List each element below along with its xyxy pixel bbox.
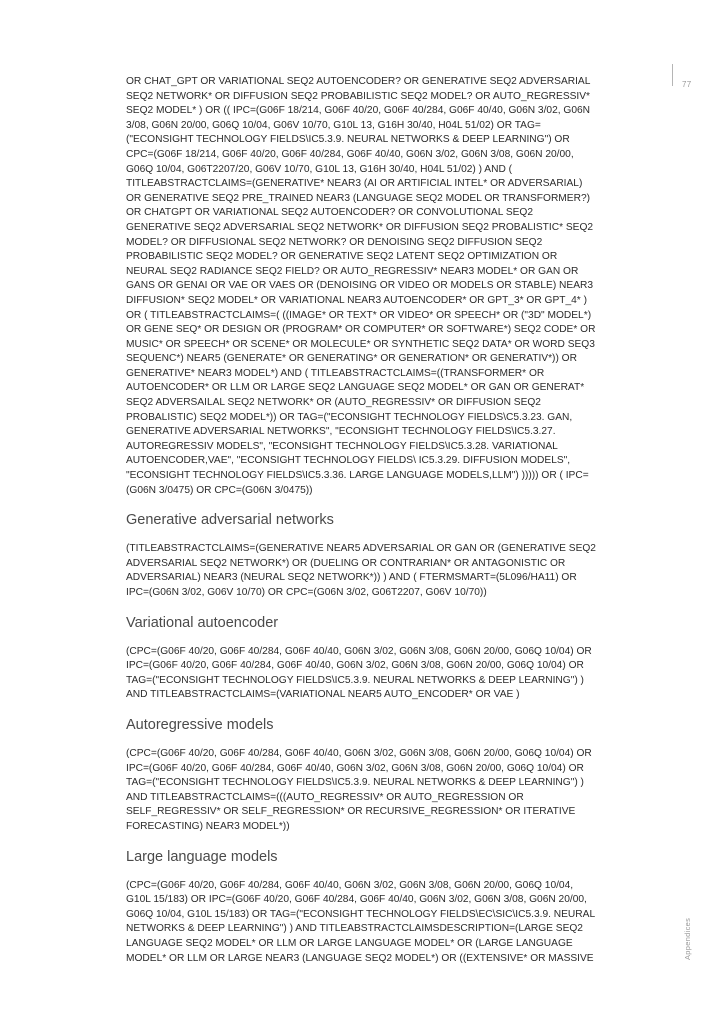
page-number: 77	[682, 80, 692, 89]
heading-variational-autoencoder: Variational autoencoder	[126, 614, 279, 631]
heading-generative-adversarial-networks: Generative adversarial networks	[126, 512, 334, 529]
page-number-divider	[672, 64, 673, 86]
query-llm-paragraph: (CPC=(G06F 40/20, G06F 40/284, G06F 40/40, G06N 3/02, G06N 3/08, G06N 20/00, G06Q 10/04, G10L 15/183) OR IPC=(G06F 40/20, G06F 40/284, G06F 40/40, G06N 3/02, G06N 3/08, G06N 20/00, G06Q 10/04, G10L 15/183) OR TAG=("ECONSIGHT TECHNOLOGY FIELDS\EC\SIC\IC5.3.9. NEURAL NETWORKS & DEEP LEARNING") ) AND TITLEABSTRACTCLAIMSDESCRIPTION=(LARGE SEQ2 LANGUAGE SEQ2 MODEL* OR LLM OR LARGE LANGUAGE MODEL* OR (LARGE LANGUAGE MODEL* OR LLM OR LARGE NEAR3 (LANGUAGE SEQ2 MODEL*) OR ((EXTENSIVE* OR MASSIVE	[126, 879, 595, 964]
section-side-label: Appendices	[683, 917, 692, 960]
query-gan-paragraph: (TITLEABSTRACTCLAIMS=(GENERATIVE NEAR5 ADVERSARIAL OR GAN OR (GENERATIVE SEQ2 ADVERSARIAL SEQ2 NETWORK*) OR (DUELING OR CONTRARIAN* OR ANTAGONISTIC OR ADVERSARIAL) NEAR3 (NEURAL SEQ2 NETWORK*)) ) AND ( FTERMSMART=(5L096/HA11) OR IPC=(G06N 3/02, G06V 10/70) OR CPC=(G06N 3/02, G06T2207, G06V 10/70))	[126, 543, 596, 598]
query-vae-paragraph: (CPC=(G06F 40/20, G06F 40/284, G06F 40/40, G06N 3/02, G06N 3/08, G06N 20/00, G06Q 10/04) OR IPC=(G06F 40/20, G06F 40/284, G06F 40/40, G06N 3/02, G06N 3/08, G06N 20/00, G06Q 10/04) OR TAG=("ECONSIGHT TECHNOLOGY FIELDS\IC5.3.9. NEURAL NETWORKS & DEEP LEARNING") ) AND TITLEABSTRACTCLAIMS=(VARIATIONAL NEAR5 AUTO_ENCODER* OR VAE )	[126, 645, 592, 701]
heading-autoregressive-models: Autoregressive models	[126, 716, 274, 733]
document-body	[126, 75, 596, 966]
heading-large-language-models: Large language models	[126, 848, 278, 865]
query-autoregressive-paragraph: (CPC=(G06F 40/20, G06F 40/284, G06F 40/40, G06N 3/02, G06N 3/08, G06N 20/00, G06Q 10/04) OR IPC=(G06F 40/20, G06F 40/284, G06F 40/40, G06N 3/02, G06N 3/08, G06N 20/00, G06Q 10/04) OR TAG=("ECONSIGHT TECHNOLOGY FIELDS\IC5.3.9. NEURAL NETWORKS & DEEP LEARNING") ) AND TITLEABSTRACTCLAIMS=(((AUTO_REGRESSIV* OR AUTO_REGRESSION OR SELF_REGRESSIV* OR SELF_REGRESSION* OR RECURSIVE_REGRESSION* OR ITERATIVE FORECASTING) NEAR3 MODEL*))	[126, 747, 592, 832]
query-intro-paragraph: OR CHAT_GPT OR VARIATIONAL SEQ2 AUTOENCODER? OR GENERATIVE SEQ2 ADVERSARIAL SEQ2 NETWORK* OR DIFFUSION SEQ2 PROBABILISTIC SEQ2 MODEL? OR AUTO_REGRESSIV* SEQ2 MODEL* ) OR (( IPC=(G06F 18/214, G06F 40/20, G06F 40/284, G06F 40/40, G06N 3/02, G06N 3/08, G06N 20/00, G06Q 10/04, G06V 10/70, G10L 13, G16H 30/40, H04L 51/02) OR TAG=("ECONSIGHT TECHNOLOGY FIELDS\IC5.3.9. NEURAL NETWORKS & DEEP LEARNING") OR CPC=(G06F 18/214, G06F 40/20, G06F 40/284, G06F 40/40, G06N 3/02, G06N 3/08, G06N 20/00, G06Q 10/04, G06T2207/20, G06V 10/70, G10L 13, G16H 30/40, H04L 51/02) ) AND ( TITLEABSTRACTCLAIMS=(GENERATIVE* NEAR3 (AI OR ARTIFICIAL INTEL* OR ADVERSARIAL) OR GENERATIVE SEQ2 PRE_TRAINED NEAR3 (LANGUAGE SEQ2 MODEL OR TRANSFORMER?) OR CHATGPT OR VARIATIONAL SEQ2 AUTOENCODER? OR CONVOLUTIONAL SEQ2 GENERATIVE SEQ2 ADVERSARIAL SEQ2 NETWORK* OR DIFFUSION SEQ2 PROBALISTIC* SEQ2 MODEL? OR DIFFUSIONAL SEQ2 NETWORK? OR DENOISING SEQ2 DIFFUSION SEQ2 PROBABILISTIC SEQ2 MODEL? OR GENERATIVE SEQ2 LATENT SEQ2 OPTIMIZATION OR NEURAL SEQ2 RADIANCE SEQ2 FIELD? OR AUTO_REGRESSIV* NEAR3 MODEL* OR GAN OR GANS OR GENAI OR VAE OR VAES OR (DENOISING OR VIDEO OR MODELS OR STABLE) NEAR3 DIFFUSION* SEQ2 MODEL* OR VARIATIONAL NEAR3 AUTOENCODER* OR GPT_3* OR GPT_4* ) OR ( TITLEABSTRACTCLAIMS=( ((IMAGE* OR TEXT* OR VIDEO* OR SPEECH* OR ("3D" MODEL*) OR GENE SEQ* OR DESIGN OR (PROGRAM* OR COMPUTER* OR SOFTWARE*) SEQ2 CODE* OR MUSIC* OR SPEECH* OR SCENE* OR MOLECULE* OR SYNTHETIC SEQ2 DATA* OR WORD SEQ3 SEQUENC*) NEAR5 (GENERATE* OR GENERATING* OR GENERATION* OR GENERATIV*)) OR GENERATIVE* NEAR3 MODEL*) AND ( TITLEABSTRACTCLAIMS=((TRANSFORMER* OR AUTOENCODER* OR LLM OR LARGE SEQ2 LANGUAGE SEQ2 MODEL* OR GAN OR GENERAT* SEQ2 ADVERSAILAL SEQ2 NETWORK* OR (AUTO_REGRESSIV* OR DIFFUSION SEQ2 PROBALISTIC) SEQ2 MODEL*)) OR TAG=("ECONSIGHT TECHNOLOGY FIELDS\C5.3.23. GAN, GENERATIVE ADVERSARIAL NETWORKS", "ECONSIGHT TECHNOLOGY FIELDS\IC5.3.27. AUTOREGRESSIV MODELS", "ECONSIGHT TECHNOLOGY FIELDS\IC5.3.28. VARIATIONAL AUTOENCODER,VAE", "ECONSIGHT TECHNOLOGY FIELDS\ IC5.3.29. DIFFUSION MODELS", "ECONSIGHT TECHNOLOGY FIELDS\IC5.3.36. LARGE LANGUAGE MODELS,LLM") ))))) OR ( IPC=(G06N 3/0475) OR CPC=(G06N 3/0475))	[126, 76, 596, 496]
